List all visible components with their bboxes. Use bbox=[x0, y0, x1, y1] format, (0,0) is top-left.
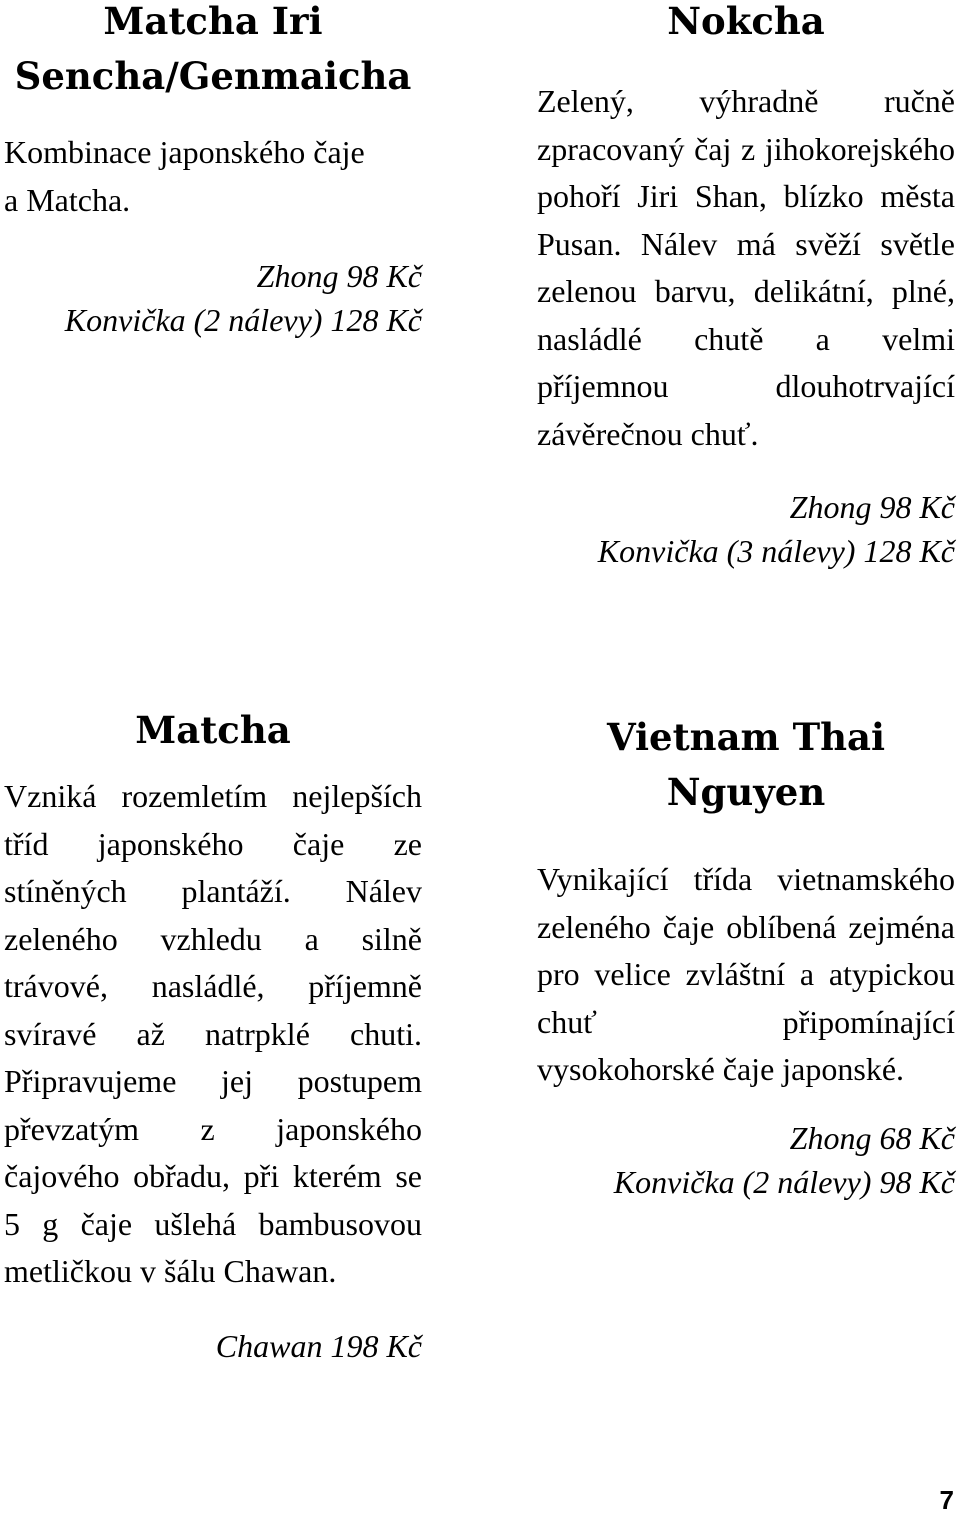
section-vietnam-thai-nguyen bbox=[537, 710, 955, 1204]
price-zhong: Zhong 98 Kč bbox=[789, 489, 955, 525]
price-list bbox=[4, 1324, 422, 1368]
section-description: Vynikající třída vietnamského zeleného čaje oblíbená zejména pro velice zvláštní a atypickou chuť připomínající vysokohorské čaje japonské. bbox=[537, 861, 955, 1087]
section-title: Matcha bbox=[135, 708, 291, 752]
price-konvicka: Konvička (2 nálevy) 128 Kč bbox=[64, 302, 422, 338]
section-title bbox=[537, 710, 955, 820]
section-matcha-iri bbox=[4, 0, 422, 342]
section-matcha bbox=[4, 703, 422, 1368]
page-number: 7 bbox=[939, 1485, 954, 1515]
title-line-1: Vietnam Thai bbox=[606, 715, 886, 759]
title-line-2: Sencha/Genmaicha bbox=[14, 54, 412, 98]
section-description: Vzniká rozemletím nejlepších tříd japonského čaje ze stíněných plantáží. Nálev zeleného vzhledu a silně trávové, nasládlé, příjemně svíravé až natrpklé chuti. Připravujeme jej postupem převzatým z japonského čajového obřadu, při kterém se 5 g čaje ušlehá bambusovou metličkou v šálu Chawan. bbox=[4, 778, 422, 1289]
price-list bbox=[4, 254, 422, 342]
price-konvicka: Konvička (3 nálevy) 128 Kč bbox=[597, 533, 955, 569]
section-title: Nokcha bbox=[667, 0, 825, 43]
price-zhong: Zhong 98 Kč bbox=[256, 258, 422, 294]
title-line-2: Nguyen bbox=[666, 770, 826, 814]
section-description: Kombinace japonského čaje a Matcha. bbox=[4, 134, 365, 218]
section-nokcha bbox=[537, 0, 955, 573]
title-line-1: Matcha Iri bbox=[103, 0, 323, 43]
price-konvicka: Konvička (2 nálevy) 98 Kč bbox=[613, 1163, 955, 1200]
section-title bbox=[4, 0, 422, 104]
price-chawan: Chawan 198 Kč bbox=[215, 1327, 422, 1364]
section-description: Zelený, výhradně ručně zpracovaný čaj z jihokorejského pohoří Jiri Shan, blízko města Pusan. Nálev má svěží světle zelenou barvu, delikátní, plné, nasládlé chutě a velmi příjemnou dlouhotrvající závěrečnou chuť. bbox=[537, 83, 955, 452]
price-zhong: Zhong 68 Kč bbox=[789, 1119, 955, 1156]
price-list bbox=[537, 1116, 955, 1204]
price-list bbox=[537, 485, 955, 573]
